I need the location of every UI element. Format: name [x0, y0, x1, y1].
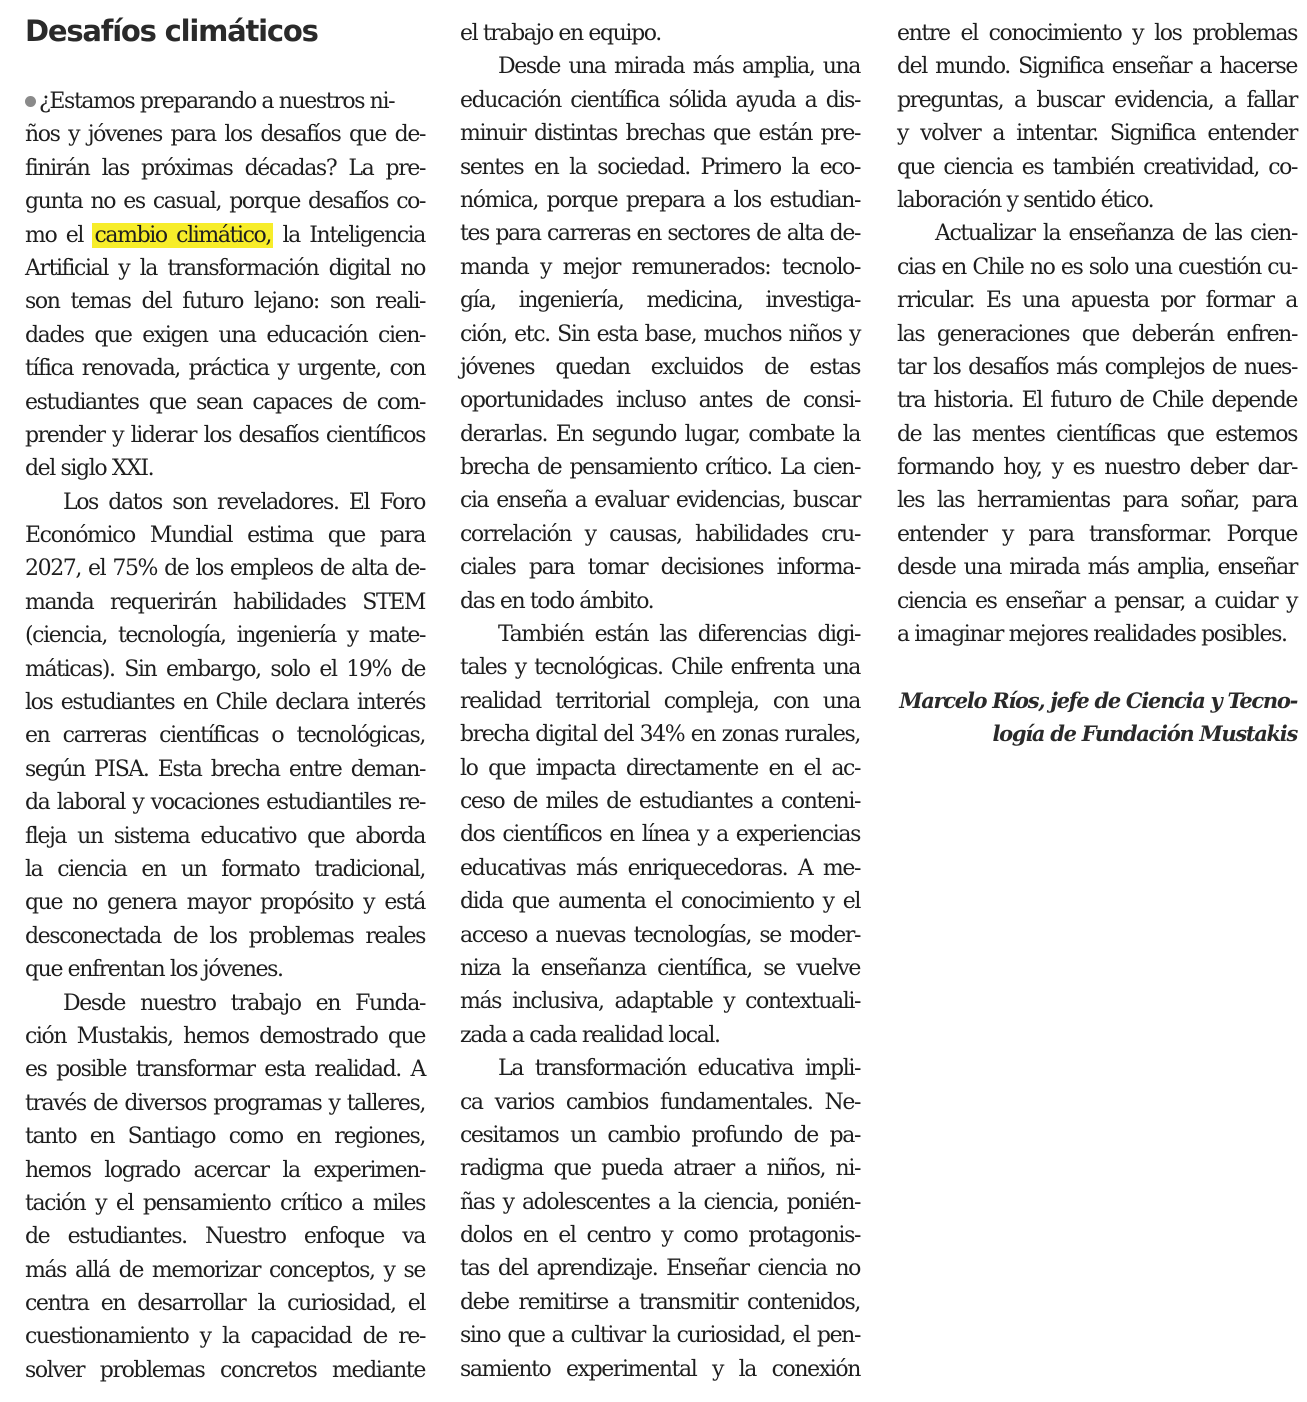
paragraph-line: cesitamos un cambio profundo de pa-	[460, 1122, 860, 1148]
paragraph-line: formando hoy, y es nuestro deber dar-	[897, 455, 1297, 481]
paragraph-line: zada a cada realidad local.	[460, 1022, 720, 1048]
paragraph-line: La transformación educativa impli-	[498, 1056, 860, 1082]
text-span: ¿Estamos preparando a nuestros ni-	[39, 89, 395, 114]
paragraph-line: centra en desarrollar la curiosidad, el	[25, 1291, 425, 1317]
paragraph-line: brecha de pensamiento crítico. La cien-	[460, 455, 860, 481]
paragraph-line: 2027, el 75% de los empleos de alta de-	[25, 556, 425, 582]
paragraph-5	[460, 618, 860, 1052]
article-column-3	[897, 17, 1297, 651]
paragraph-line: Desde una mirada más amplia, una	[498, 54, 860, 80]
paragraph-line: que no genera mayor propósito y está	[25, 890, 425, 916]
paragraph-line: minuir distintas brechas que están pre-	[460, 121, 860, 147]
paragraph-line: tes para carreras en sectores de alta de-	[460, 221, 860, 247]
paragraph-line: desconectada de los problemas reales	[25, 923, 425, 949]
paragraph-line: través de diversos programas y talleres,	[25, 1090, 425, 1116]
paragraph-line: También están las diferencias digi-	[498, 622, 860, 648]
paragraph-line: a imaginar mejores realidades posibles.	[897, 622, 1287, 648]
paragraph-line: dos científicos en línea y a experiencias	[460, 822, 860, 848]
paragraph-line: debe remitirse a transmitir contenidos,	[460, 1289, 860, 1315]
paragraph-3	[25, 987, 425, 1388]
paragraph-continuation	[460, 17, 860, 50]
paragraph-line: tífica renovada, práctica y urgente, con	[25, 356, 425, 382]
paragraph-line: rricular. Es una apuesta por formar a	[897, 288, 1297, 314]
paragraph-line: da laboral y vocaciones estudiantiles re-	[25, 790, 425, 816]
paragraph-line: laboración y sentido ético.	[897, 187, 1154, 213]
paragraph-line: cia enseña a evaluar evidencias, buscar	[460, 488, 860, 514]
paragraph-line: de las mentes científicas que estemos	[897, 421, 1297, 447]
paragraph-line: gía, ingeniería, medicina, investiga-	[460, 288, 860, 314]
paragraph-line: tra historia. El futuro de Chile depende	[897, 388, 1297, 414]
paragraph-line: manda requerirán habilidades STEM	[25, 589, 425, 615]
paragraph-line: Los datos son reveladores. El Foro	[63, 489, 425, 515]
paragraph-line: das en todo ámbito.	[460, 588, 654, 614]
signature-line: Marcelo Ríos, jefe de Ciencia y Tecno-	[899, 688, 1297, 713]
paragraph-line: realidad territorial compleja, con una	[460, 688, 860, 714]
paragraph-line: Actualizar la enseñanza de las cien-	[935, 221, 1297, 247]
paragraph-line: ñas y adolescentes a la ciencia, ponién-	[460, 1189, 860, 1215]
paragraph-line: tación y el pensamiento crítico a miles	[25, 1190, 425, 1216]
paragraph-line: según PISA. Esta brecha entre deman-	[25, 756, 425, 782]
paragraph-line: dida que aumenta el conocimiento y el	[460, 889, 860, 915]
paragraph-line: oportunidades incluso antes de consi-	[460, 388, 860, 414]
paragraph-line: fleja un sistema educativo que aborda	[25, 823, 425, 849]
highlighted-phrase: cambio climático,	[94, 222, 271, 248]
paragraph-line: más allá de memorizar conceptos, y se	[25, 1257, 425, 1283]
paragraph-line: del siglo XXI.	[25, 456, 154, 482]
paragraph-line: cuestionamiento y la capacidad de re-	[25, 1324, 425, 1350]
paragraph-line: más inclusiva, adaptable y contextuali-	[460, 989, 860, 1015]
paragraph-line: del mundo. Significa enseñar a hacerse	[897, 54, 1297, 80]
paragraph-7	[897, 217, 1297, 651]
paragraph-line: desde una mirada más amplia, enseñar	[897, 555, 1297, 581]
paragraph-line: niza la enseñanza científica, se vuelve	[460, 955, 860, 981]
paragraph-line: radigma que pueda atraer a niños, ni-	[460, 1156, 860, 1182]
paragraph-line-highlighted	[25, 219, 425, 252]
paragraph-4	[460, 50, 860, 618]
paragraph-line: tales y tecnológicas. Chile enfrenta una	[460, 655, 860, 681]
paragraph-line: son temas del futuro lejano: son reali-	[25, 289, 425, 315]
text-span: la Inteligencia	[282, 222, 425, 248]
author-signature	[897, 684, 1297, 750]
signature-line: logía de Fundación Mustakis	[992, 721, 1297, 746]
paragraph-line: educativas más enriquecedoras. A me-	[460, 855, 860, 881]
paragraph-line: tas del aprendizaje. Enseñar ciencia no	[460, 1256, 860, 1282]
paragraph-line: brecha digital del 34% en zonas rurales,	[460, 722, 860, 748]
paragraph-line: cias en Chile no es solo una cuestión cu-	[897, 254, 1297, 280]
paragraph-line: sino que a cultivar la curiosidad, el pen-	[460, 1323, 860, 1349]
article-headline: Desafíos climáticos	[25, 14, 318, 48]
paragraph-line: dades que exigen una educación cien-	[25, 322, 425, 348]
paragraph-line: tanto en Santiago como en regiones,	[25, 1124, 425, 1150]
paragraph-line: gunta no es casual, porque desafíos co-	[25, 189, 425, 215]
paragraph-line: entre el conocimiento y los problemas	[897, 21, 1297, 46]
paragraph-line: ciales para tomar decisiones informa-	[460, 555, 860, 581]
paragraph-1-line-1	[25, 85, 425, 118]
paragraph-line: entender y para transformar. Porque	[897, 521, 1297, 547]
paragraph-line: y volver a intentar. Significa entender	[897, 121, 1297, 147]
paragraph-line: manda y mejor remunerados: tecnolo-	[460, 254, 860, 280]
paragraph-line: es posible transformar esta realidad. A	[25, 1057, 425, 1083]
paragraph-line: Artificial y la transformación digital no	[25, 255, 425, 281]
paragraph-line: educación científica sólida ayuda a dis-	[460, 87, 860, 113]
text-span: mo el	[25, 222, 84, 248]
paragraph-line: lo que impacta directamente en el ac-	[460, 755, 860, 781]
paragraph-continuation	[897, 17, 1297, 217]
paragraph-line: les las herramientas para soñar, para	[897, 488, 1297, 514]
paragraph-line: ca varios cambios fundamentales. Ne-	[460, 1089, 860, 1115]
paragraph-6	[460, 1052, 860, 1386]
paragraph-line: el trabajo en equipo.	[460, 21, 661, 46]
paragraph-line: jóvenes quedan excluidos de estas	[460, 354, 860, 380]
paragraph-line: sentes en la sociedad. Primero la eco-	[460, 154, 860, 180]
paragraph-line: ciencia es enseñar a pensar, a cuidar y	[897, 588, 1297, 614]
paragraph-line: nómica, porque prepara a los estudian-	[460, 187, 860, 213]
paragraph-line: máticas). Sin embargo, solo el 19% de	[25, 656, 425, 682]
paragraph-line: finirán las próximas décadas? La pre-	[25, 155, 425, 181]
paragraph-line: las generaciones que deberán enfren-	[897, 321, 1297, 347]
bullet-icon	[25, 96, 36, 107]
paragraph-line: ción, etc. Sin esta base, muchos niños y	[460, 321, 860, 347]
paragraph-line: los estudiantes en Chile declara interés	[25, 690, 425, 716]
paragraph-line: solver problemas concretos mediante	[25, 1357, 425, 1383]
paragraph-line: Económico Mundial estima que para	[25, 523, 425, 549]
paragraph-line: (ciencia, tecnología, ingeniería y mate-	[25, 623, 425, 649]
paragraph-line: acceso a nuevas tecnologías, se moder-	[460, 922, 860, 948]
paragraph-line: tar los desafíos más complejos de nues-	[897, 354, 1297, 380]
paragraph-line: correlación y causas, habilidades cru-	[460, 521, 860, 547]
paragraph-line: hemos logrado acercar la experimen-	[25, 1157, 425, 1183]
paragraph-line: estudiantes que sean capaces de com-	[25, 389, 425, 415]
article-column-2	[460, 17, 860, 1386]
paragraph-line: que enfrentan los jóvenes.	[25, 957, 283, 983]
paragraph-line: de estudiantes. Nuestro enfoque va	[25, 1224, 425, 1250]
paragraph-line: Desde nuestro trabajo en Funda-	[63, 990, 425, 1016]
paragraph-line: ceso de miles de estudiantes a conteni-	[460, 788, 860, 814]
paragraph-line: samiento experimental y la conexión	[460, 1356, 860, 1382]
paragraph-line: ción Mustakis, hemos demostrado que	[25, 1023, 425, 1049]
paragraph-line: dolos en el centro y como protagonis-	[460, 1223, 860, 1249]
paragraph-line: derarlas. En segundo lugar, combate la	[460, 421, 860, 447]
paragraph-2	[25, 486, 425, 987]
paragraph-line: ños y jóvenes para los desafíos que de-	[25, 122, 425, 148]
paragraph-line: que ciencia es también creatividad, co-	[897, 154, 1297, 180]
article-column-1	[25, 85, 425, 1387]
paragraph-line: en carreras científicas o tecnológicas,	[25, 723, 425, 749]
paragraph-line: la ciencia en un formato tradicional,	[25, 856, 425, 882]
paragraph-line: prender y liderar los desafíos científicos	[25, 422, 425, 448]
paragraph-line: preguntas, a buscar evidencia, a fallar	[897, 87, 1297, 113]
